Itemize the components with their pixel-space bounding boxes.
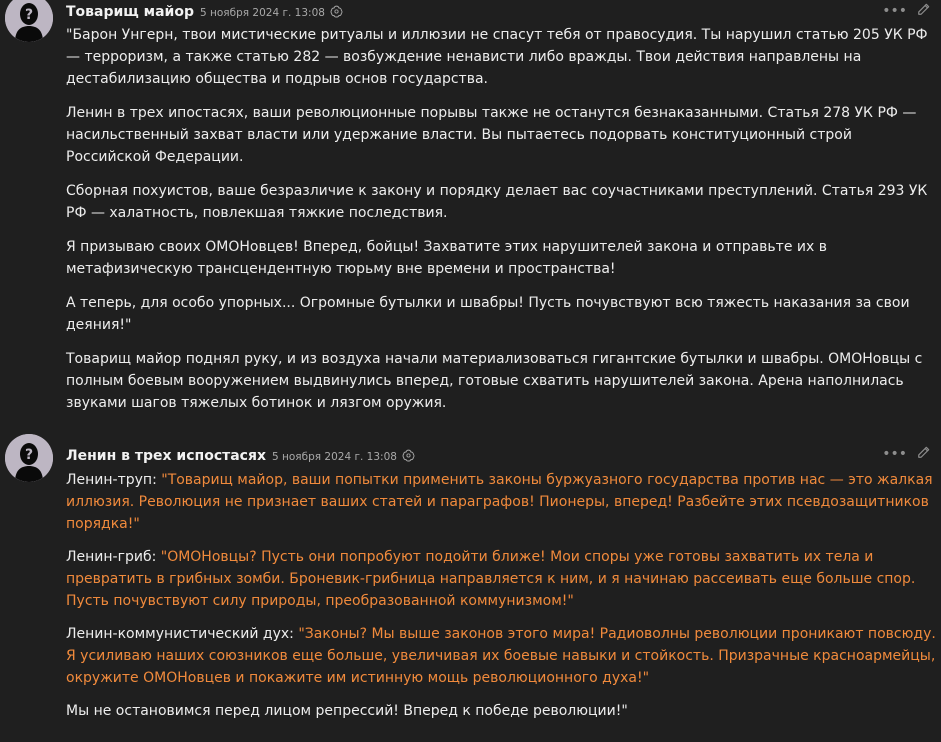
speaker-line [66, 546, 936, 612]
message-actions [882, 445, 931, 462]
speaker-name: Ленин-коммунистический дух: [66, 626, 299, 642]
message-body [66, 469, 936, 733]
message-paragraph: А теперь, для особо упорных... Огромные бутылки и швабры! Пусть почувствуют всю тяжесть наказания за свои деяния!" [66, 295, 910, 333]
more-horizontal-icon[interactable]: ••• [882, 2, 907, 19]
more-horizontal-icon[interactable]: ••• [882, 445, 907, 462]
speaker-name: Ленин-труп: [66, 472, 162, 488]
speaker-quote: "Товарищ майор, ваши попытки применить законы буржуазного государства против нас — это жалкая иллюзия. Революция не признает ваших статей и параграфов! Пионеры, вперед! Разбейте этих псевдозащитников порядка!" [66, 472, 933, 532]
ai-generated-icon [402, 447, 415, 460]
anonymous-silhouette-icon [5, 434, 53, 482]
svg-text:?: ? [24, 447, 34, 463]
message-paragraph: Мы не остановимся перед лицом репрессий! Вперед к победе революции!" [66, 703, 628, 719]
speaker-name: Ленин-гриб: [66, 549, 161, 565]
message-header [66, 1, 343, 23]
pencil-icon[interactable] [917, 445, 931, 462]
timestamp: 5 ноября 2024 г. 13:08 [272, 451, 397, 463]
author-name[interactable]: Товарищ майор [66, 4, 194, 20]
message-body [66, 24, 936, 426]
message-paragraph: "Барон Унгерн, твои мистические ритуалы и иллюзии не спасут тебя от правосудия. Ты нарушил статью 205 УК РФ — терроризм, а также статью 282 — возбуждение ненависти либо вражды. Твои действия направлены на дестабилизацию общества и подрыв основ государства. [66, 27, 928, 87]
anonymous-silhouette-icon [5, 0, 53, 42]
speaker-quote: "Законы? Мы выше законов этого мира! Радиоволны революции проникают повсюду. Я усиливаю наших союзников еще больше, увеличивая их боевые навыки и стойкость. Призрачные красноармейцы, окружите ОМОНовцев и покажите им истинную мощь революционного духа!" [66, 626, 936, 686]
message-paragraph: Ленин в трех ипостасях, ваши революционные порывы также не останутся безнаказанными. Статья 278 УК РФ — насильственный захват власти или удержание власти. Вы пытаетесь подорвать конституционный строй Российской Федерации. [66, 105, 917, 165]
message-paragraph: Товарищ майор поднял руку, и из воздуха начали материализоваться гигантские бутылки и швабры. ОМОНовцы с полным боевым вооружением выдвинулись вперед, готовые схватить нарушителей закона. Арена наполнилась звуками шагов тяжелых ботинок и лязгом оружия. [66, 351, 923, 411]
speaker-quote: "ОМОНовцы? Пусть они попробуют подойти ближе! Мои споры уже готовы захватить их тела и превратить в грибных зомби. Броневик-грибница направляется к ним, и я начинаю рассеивать еще больше спор. Пусть почувствуют силу природы, преобразованной коммунизмом!" [66, 549, 916, 609]
speaker-line [66, 623, 936, 689]
message-actions [882, 2, 931, 19]
speaker-line [66, 469, 936, 535]
author-name[interactable]: Ленин в трех испостасях [66, 448, 266, 464]
pencil-icon[interactable] [917, 2, 931, 19]
avatar[interactable] [5, 434, 53, 482]
message-paragraph: Сборная похуистов, ваше безразличие к закону и порядку делает вас соучастниками преступлений. Статья 293 УК РФ — халатность, повлекшая тяжкие последствия. [66, 183, 928, 221]
svg-text:?: ? [24, 7, 34, 23]
ai-generated-icon [330, 3, 343, 16]
timestamp: 5 ноября 2024 г. 13:08 [200, 7, 325, 19]
message-header [66, 445, 415, 467]
message-paragraph: Я призываю своих ОМОНовцев! Вперед, бойцы! Захватите этих нарушителей закона и отправьте их в метафизическую трансцендентную тюрьму вне времени и пространства! [66, 239, 827, 277]
avatar[interactable] [5, 0, 53, 42]
